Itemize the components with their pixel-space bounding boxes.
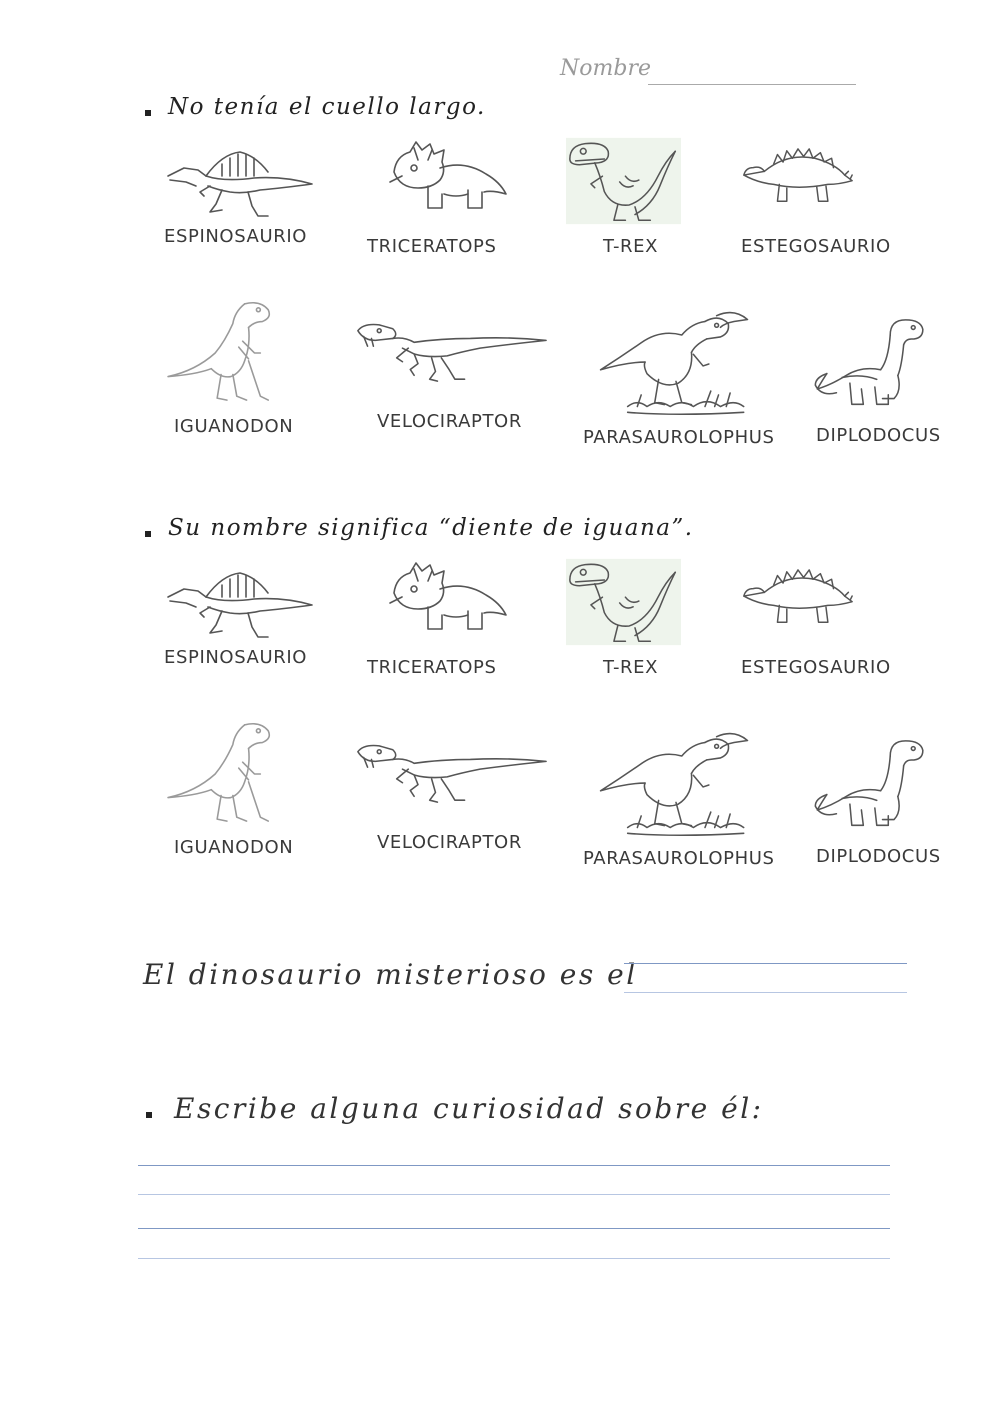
writing-line-2[interactable]: [138, 1194, 890, 1195]
iguanodon-icon: [164, 298, 286, 406]
dino-label: T-REX: [603, 657, 659, 678]
dino-label: PARASAUROLOPHUS: [583, 427, 775, 448]
dino-label: IGUANODON: [174, 416, 294, 437]
question-2: Su nombre significa “diente de iguana”.: [168, 515, 694, 541]
writing-line-1[interactable]: [138, 1165, 890, 1166]
dino-label: ESPINOSAURIO: [164, 226, 308, 247]
diplodocus-icon: [812, 737, 930, 833]
dino-label: IGUANODON: [174, 837, 294, 858]
spinosaurus-icon: [164, 146, 314, 218]
question-1: No tenía el cuello largo.: [168, 94, 486, 120]
bullet-icon: [146, 1112, 152, 1118]
curiosity-prompt: Escribe alguna curiosidad sobre él:: [174, 1092, 764, 1125]
nombre-label: Nombre: [560, 56, 651, 81]
dino-label: T-REX: [603, 236, 659, 257]
dino-label: ESTEGOSAURIO: [741, 657, 891, 678]
spinosaurus-icon: [164, 567, 314, 639]
iguanodon-icon: [164, 719, 286, 827]
dino-label: DIPLODOCUS: [816, 846, 941, 867]
bullet-icon: [145, 110, 151, 116]
writing-line-3[interactable]: [138, 1228, 890, 1229]
dino-label: PARASAUROLOPHUS: [583, 848, 775, 869]
nombre-answer-line[interactable]: [648, 84, 856, 85]
dino-label: TRICERATOPS: [367, 657, 497, 678]
dino-label: ESTEGOSAURIO: [741, 236, 891, 257]
dino-label: VELOCIRAPTOR: [377, 832, 522, 853]
stegosaurus-icon: [742, 140, 854, 212]
parasaurolophus-icon: [598, 306, 754, 422]
velociraptor-icon: [354, 739, 548, 809]
trex-icon: [566, 557, 681, 647]
bullet-icon: [145, 531, 151, 537]
answer-line-top[interactable]: [624, 963, 907, 964]
diplodocus-icon: [812, 316, 930, 412]
dino-label: TRICERATOPS: [367, 236, 497, 257]
stegosaurus-icon: [742, 561, 854, 633]
dino-label: ESPINOSAURIO: [164, 647, 308, 668]
answer-line-bottom[interactable]: [624, 992, 907, 993]
dino-label: DIPLODOCUS: [816, 425, 941, 446]
mystery-prompt: El dinosaurio misterioso es el: [143, 958, 638, 991]
parasaurolophus-icon: [598, 727, 754, 843]
velociraptor-icon: [354, 318, 548, 388]
triceratops-icon: [388, 138, 508, 218]
triceratops-icon: [388, 559, 508, 639]
trex-icon: [566, 136, 681, 226]
dino-label: VELOCIRAPTOR: [377, 411, 522, 432]
writing-line-4[interactable]: [138, 1258, 890, 1259]
